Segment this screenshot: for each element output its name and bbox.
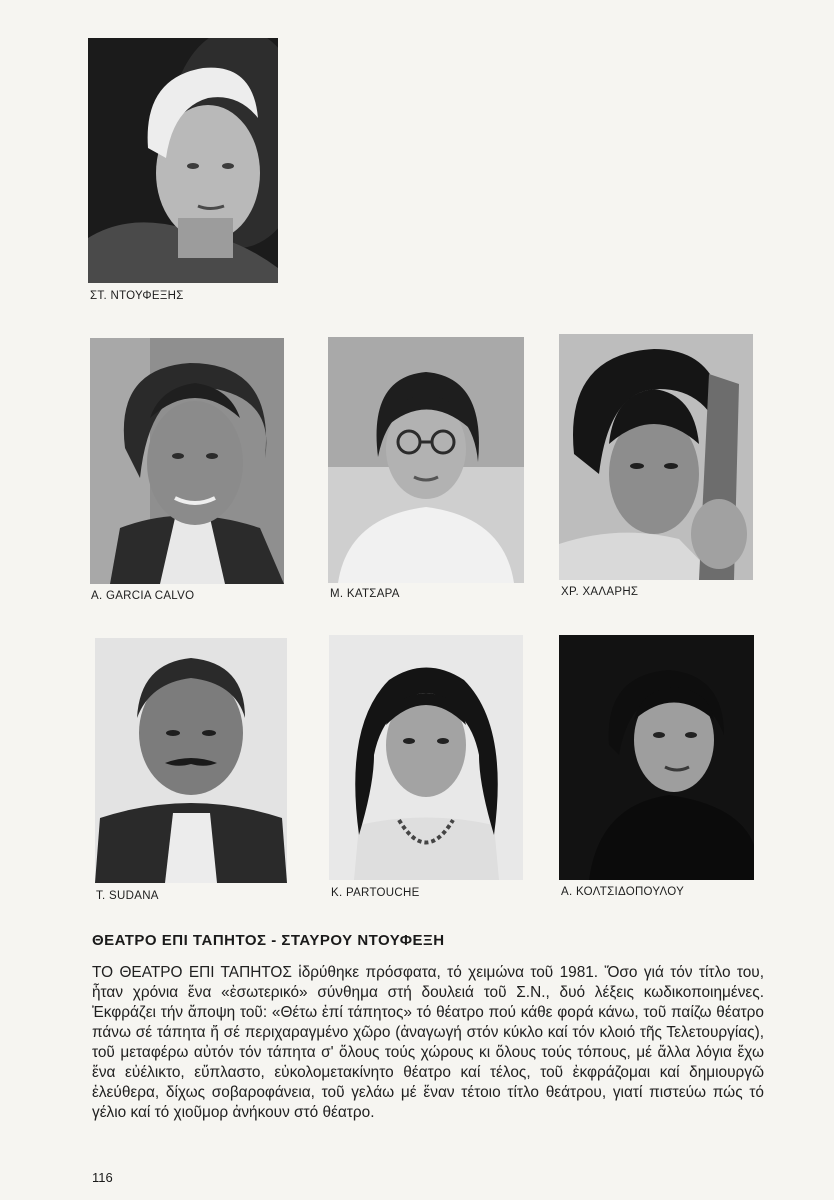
caption-doufexis: ΣΤ. ΝΤΟΥΦΕΞΗΣ bbox=[90, 290, 184, 302]
article-heading: ΘΕΑΤΡΟ ΕΠΙ ΤΑΠΗΤΟΣ - ΣΤΑΥΡΟΥ ΝΤΟΥΦΕΞΗ bbox=[92, 932, 445, 949]
portrait-koltsidopoulou-image bbox=[559, 635, 754, 880]
portrait-katsara-image bbox=[328, 337, 524, 583]
page-number: 116 bbox=[92, 1170, 113, 1185]
caption-partouche: K. PARTOUCHE bbox=[331, 887, 420, 899]
caption-garcia-calvo: A. GARCIA CALVO bbox=[91, 590, 195, 602]
photo-doufexis bbox=[88, 38, 278, 283]
photo-chalaris bbox=[559, 334, 753, 580]
portrait-doufexis-image bbox=[88, 38, 278, 283]
photo-partouche bbox=[329, 635, 523, 880]
photo-garcia-calvo bbox=[90, 338, 284, 584]
caption-koltsidopoulou: Α. ΚΟΛΤΣΙΔΟΠΟΥΛΟΥ bbox=[561, 886, 685, 898]
portrait-sudana-image bbox=[95, 638, 287, 883]
photo-katsara bbox=[328, 337, 524, 583]
caption-sudana: T. SUDANA bbox=[96, 890, 159, 902]
article-body: ΤΟ ΘΕΑΤΡΟ ΕΠΙ ΤΑΠΗΤΟΣ ἱδρύθηκε πρόσφατα, τό χειμώνα τοῦ 1981. Ὅσο γιά τόν τίτλο του, ἦταν χρόνια ἕνα «ἐσωτερικό» σύνθημα στή δουλειά τοῦ Σ.Ν., δυό λέξεις κωδικοποιημένες. Ἐκφράζει τήν ἄποψη τοῦ: «Θέτω ἐπί τάπητος» τό θέατρο πού κάθε φορά κάνω, τοῦ παίζω θέατρο πάνω σέ τάπητα ἤ σέ περιχαραγμένο χῶρο (ἀναγωγή στόν κύκλο καί τόν κλοιό τῆς Τελετουργίας), τοῦ μεταφέρω αὐτόν τόν τάπητα σ' ὅλους τούς χώρους κι ὅλους τούς τόπους, μέ ἄλλα λόγια ἔχω ἕνα εὐέλικτο, εὔπλαστο, εὐκολομετακίνητο θέατρο καί τέλος, τοῦ ἐκφράζομαι καί δημιουργῶ ἐλεύθερα, δίχως σοβαροφάνεια, τοῦ γελάω μέ ἕναν τέτοιο τίτλο θεάτρου, γιατί πιστεύω πώς τό γέλιο καί τό χιοῦμορ ἀνήκουν στό θέατρο. bbox=[92, 964, 764, 1121]
caption-chalaris: ΧΡ. ΧΑΛΑΡΗΣ bbox=[561, 586, 639, 598]
portrait-partouche-image bbox=[329, 635, 523, 880]
caption-katsara: Μ. ΚΑΤΣΑΡΑ bbox=[330, 588, 400, 600]
photo-koltsidopoulou bbox=[559, 635, 754, 880]
portrait-garcia-calvo-image bbox=[90, 338, 284, 584]
photo-sudana bbox=[95, 638, 287, 883]
portrait-chalaris-image bbox=[559, 334, 753, 580]
